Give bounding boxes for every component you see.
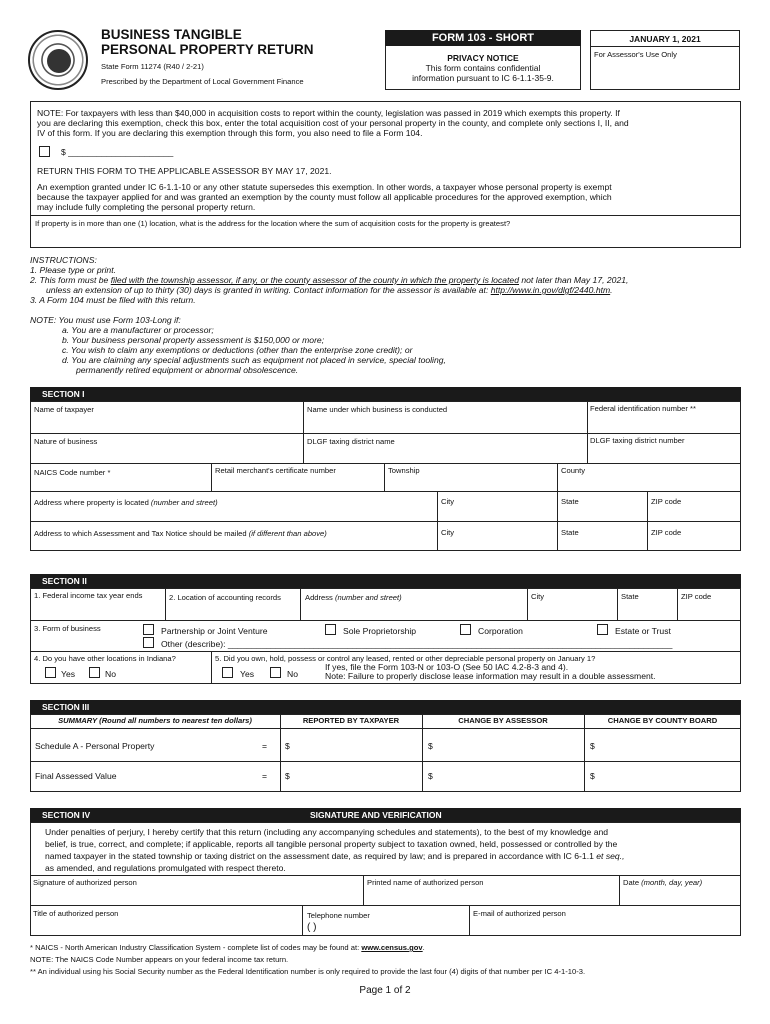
title-field[interactable]: [33, 919, 299, 935]
schedule-a-county-field[interactable]: [599, 737, 737, 755]
county-field[interactable]: [561, 477, 737, 489]
retail-cert-label: Retail merchant's certificate number: [215, 466, 336, 475]
long-form-a: a. You are a manufacturer or processor;: [62, 325, 214, 335]
assessment-date: JANUARY 1, 2021: [629, 34, 701, 44]
schedule-a-taxpayer-dollar: $: [285, 741, 290, 751]
schedule-a-county-dollar: $: [590, 741, 595, 751]
note-line3: IV of this form. If you are declaring this exemption through this form, you also need to file a Form 104.: [37, 128, 423, 138]
email-label: E-mail of authorized person: [473, 909, 566, 918]
final-value-assessor-field[interactable]: [437, 767, 581, 785]
mailing-city-label: City: [441, 528, 455, 537]
records-city-label: City: [531, 592, 545, 601]
exemption-amount[interactable]: $ ______________________: [61, 147, 174, 157]
nature-business-label: Nature of business: [34, 437, 98, 446]
leased-yes-checkbox[interactable]: [222, 667, 233, 678]
long-form-d1: d. You are claiming any special adjustments such as equipment not placed in service, special tooling,: [62, 355, 446, 365]
property-city-field[interactable]: [441, 507, 554, 519]
mailing-address-field[interactable]: [34, 539, 434, 550]
mailing-zip-field[interactable]: [651, 538, 737, 549]
instruction-2b: unless an extension of up to thirty (30) days is granted in writing. Contact information for the assessor is available at: http://www.in.gov/dlgf/2440.htm.: [46, 285, 613, 295]
leased-property-label: 5. Did you own, hold, possess or control any leased, rented or other depreciable personal property on January 1?: [215, 654, 596, 663]
leased-yes-label: Yes: [240, 669, 255, 679]
sole-proprietorship-label: Sole Proprietorship: [343, 626, 417, 636]
final-value-assessor-dollar: $: [428, 771, 433, 781]
dlgf-assessor-link[interactable]: http://www.in.gov/dlgf/2440.htm: [490, 285, 611, 295]
dlgf-number-label: DLGF taxing district number: [590, 436, 685, 445]
title-label: Title of authorized person: [33, 909, 119, 918]
perjury-line4: as amended, and regulations promulgated with respect thereto.: [45, 863, 286, 873]
exemption-checkbox[interactable]: [39, 146, 50, 157]
property-state-field[interactable]: [561, 507, 644, 519]
final-value-taxpayer-dollar: $: [285, 771, 290, 781]
estate-trust-label: Estate or Trust: [615, 626, 671, 636]
other-locations-no-label: No: [105, 669, 116, 679]
long-form-title: NOTE: You must use Form 103-Long if:: [30, 315, 181, 325]
footnote-naics: * NAICS - North American Industry Classification System - complete list of codes may be found at: www.census.gov.: [30, 943, 425, 952]
privacy-title: PRIVACY NOTICE: [447, 53, 519, 63]
leased-note1: If yes, file the Form 103-N or 103-O (See 50 IAC 4.2-8-3 and 4).: [325, 662, 569, 672]
estate-trust-checkbox[interactable]: [597, 624, 608, 635]
records-address-label: Address (number and street): [305, 593, 402, 602]
instruction-3: 3. A Form 104 must be filed with this return.: [30, 295, 196, 305]
phone-label: Telephone number: [307, 911, 370, 920]
perjury-line2: belief, is true, correct, and complete; if applicable, reports all tangible personal property subject to taxation owned, held, possessed or controlled by the: [45, 839, 618, 849]
records-location-field[interactable]: [169, 603, 297, 618]
other-locations-yes-checkbox[interactable]: [45, 667, 56, 678]
final-value-county-dollar: $: [590, 771, 595, 781]
nature-business-field[interactable]: [34, 447, 299, 461]
other-business-checkbox[interactable]: [143, 637, 154, 648]
footnote-naics-note: NOTE: The NAICS Code Number appears on your federal income tax return.: [30, 955, 289, 964]
mailing-zip-label: ZIP code: [651, 528, 682, 537]
property-address-label: Address where property is located (number and street): [34, 498, 218, 507]
state-seal-icon: [28, 30, 88, 90]
other-locations-yes-label: Yes: [61, 669, 76, 679]
state-form-number: State Form 11274 (R40 / 2-21): [101, 62, 204, 71]
perjury-line3: named taxpayer in the stated township or taxing district on the assessment date, as required by law; and is prepared in accordance with IC 6-1.1 et seq.,: [45, 851, 625, 861]
signature-field[interactable]: [33, 888, 360, 904]
privacy-line1: This form contains confidential: [425, 63, 541, 73]
instructions-title: INSTRUCTIONS:: [30, 255, 97, 265]
records-location-label: 2. Location of accounting records: [169, 593, 281, 602]
return-deadline: RETURN THIS FORM TO THE APPLICABLE ASSESSOR BY MAY 17, 2021.: [37, 166, 332, 176]
records-state-label: State: [621, 592, 639, 601]
schedule-a-assessor-dollar: $: [428, 741, 433, 751]
township-label: Township: [388, 466, 420, 475]
form-title-line2: PERSONAL PROPERTY RETURN: [101, 42, 314, 57]
leased-note2: Note: Failure to properly disclose lease information may result in a double assessment.: [325, 671, 656, 681]
partnership-label: Partnership or Joint Venture: [161, 626, 268, 636]
property-city-label: City: [441, 497, 455, 506]
printed-name-field[interactable]: [367, 888, 616, 904]
section3-header: SECTION III: [30, 700, 741, 714]
leased-no-checkbox[interactable]: [270, 667, 281, 678]
section4-header: SECTION IV: [30, 808, 741, 822]
final-value-equals: =: [262, 771, 268, 781]
naics-field[interactable]: [34, 478, 207, 490]
phone-field[interactable]: ( ): [307, 922, 317, 933]
note-line2: you are declaring this exemption, check this box, enter the total acquisition cost of your personal property in the county, and complete only sections I, II, and: [37, 118, 629, 128]
mailing-city-field[interactable]: [441, 538, 554, 549]
assessor-filing-rule: filed with the township assessor, if any, or the county assessor of the county in which the property is located: [110, 275, 519, 285]
change-by-assessor-heading: CHANGE BY ASSESSOR: [458, 716, 548, 725]
exempt-line2: because the taxpayer applied for and was granted an exemption by the county must follow all applicable procedures for the approved exemption, which: [37, 192, 612, 202]
fein-field[interactable]: [590, 416, 738, 431]
instruction-2a: 2. This form must be filed with the township assessor, if any, or the county assessor of the county in which the property is located not later than May 17, 2021,: [30, 275, 629, 285]
signature-heading: SIGNATURE AND VERIFICATION: [310, 810, 442, 820]
sign-date-label: Date (month, day, year): [623, 878, 703, 887]
fein-label: Federal identification number **: [590, 404, 696, 413]
retail-cert-field[interactable]: [215, 477, 380, 489]
schedule-a-equals: =: [262, 741, 268, 751]
property-state-label: State: [561, 497, 579, 506]
page-number: Page 1 of 2: [359, 985, 411, 996]
assessor-use-label: For Assessor's Use Only: [594, 50, 677, 59]
long-form-b: b. Your business personal property assessment is $150,000 or more;: [62, 335, 325, 345]
other-locations-no-checkbox[interactable]: [89, 667, 100, 678]
instruction-1: 1. Please type or print.: [30, 265, 116, 275]
final-value-taxpayer-field[interactable]: [294, 767, 419, 785]
county-label: County: [561, 466, 586, 475]
summary-heading: SUMMARY (Round all numbers to nearest ten dollars): [58, 716, 252, 725]
long-form-d2: permanently retired equipment or abnormal obsolescence.: [76, 365, 299, 375]
records-zip-field[interactable]: [681, 602, 738, 617]
partnership-checkbox[interactable]: [143, 624, 154, 635]
prescribed-by: Prescribed by the Department of Local Government Finance: [101, 77, 304, 86]
perjury-line1: Under penalties of perjury, I hereby certify that this return (including any accompanying schedules and statements), to the best of my knowledge and: [45, 827, 609, 837]
sole-proprietorship-checkbox[interactable]: [325, 624, 336, 635]
section1-header: SECTION I: [30, 387, 741, 401]
assessor-use-field[interactable]: [594, 60, 736, 88]
form-name: FORM 103 - SHORT: [431, 32, 535, 44]
long-form-c: c. You wish to claim any exemptions or deductions (other than the enterprise zone credit); or: [62, 345, 413, 355]
corporation-checkbox[interactable]: [460, 624, 471, 635]
exempt-line1: An exemption granted under IC 6-1.1-10 or any other statute supersedes this exemption. In other words, a taxpayer whose personal property is exempt: [37, 182, 612, 192]
business-name-label: Name under which business is conducted: [307, 405, 448, 414]
form-title-line1: BUSINESS TANGIBLE: [101, 27, 242, 42]
change-by-county-heading: CHANGE BY COUNTY BOARD: [607, 716, 718, 725]
property-zip-label: ZIP code: [651, 497, 682, 506]
property-zip-field[interactable]: [651, 507, 737, 519]
final-value-label: Final Assessed Value: [35, 771, 117, 781]
reported-by-taxpayer-heading: REPORTED BY TAXPAYER: [302, 716, 400, 725]
property-address-field[interactable]: [34, 508, 434, 520]
records-city-field[interactable]: [531, 602, 614, 617]
census-link[interactable]: www.census.gov: [361, 943, 423, 952]
dlgf-name-label: DLGF taxing district name: [307, 437, 395, 446]
note-line1: NOTE: For taxpayers with less than $40,000 in acquisition costs to report within the county, legislation was passed in 2019 which exempts this property. If: [37, 108, 620, 118]
mailing-address-label: Address to which Assessment and Tax Notice should be mailed (if different than above): [34, 529, 327, 538]
taxpayer-name-field[interactable]: [34, 416, 299, 431]
business-name-field[interactable]: [307, 416, 583, 431]
footnote-ssn: ** An individual using his Social Security number as the Federal Identification number is only required to provide the last four (4) digits of that number per IC 4-1-10-3.: [30, 967, 586, 976]
multi-location-field[interactable]: [35, 230, 735, 246]
privacy-line2: information pursuant to IC 6-1.1-35-9.: [412, 73, 554, 83]
schedule-a-assessor-field[interactable]: [437, 737, 581, 755]
mailing-state-label: State: [561, 528, 579, 537]
tax-year-field[interactable]: [34, 602, 162, 618]
final-value-county-field[interactable]: [599, 767, 737, 785]
exempt-line3: may include fully completing the personal property return.: [37, 202, 256, 212]
corporation-label: Corporation: [478, 626, 523, 636]
business-form-label: 3. Form of business: [34, 624, 101, 633]
leased-no-label: No: [287, 669, 298, 679]
records-zip-label: ZIP code: [681, 592, 712, 601]
other-business-row: Other (describe): _____________________________________________________________________________________________: [161, 639, 673, 649]
other-locations-label: 4. Do you have other locations in Indiana?: [34, 654, 176, 663]
schedule-a-label: Schedule A - Personal Property: [35, 741, 155, 751]
dlgf-name-field[interactable]: [307, 447, 583, 461]
tax-year-label: 1. Federal income tax year ends: [34, 591, 143, 600]
township-field[interactable]: [388, 477, 553, 489]
printed-name-label: Printed name of authorized person: [367, 878, 484, 887]
records-address-field[interactable]: [305, 603, 524, 618]
taxpayer-name-label: Name of taxpayer: [34, 405, 94, 414]
signature-label: Signature of authorized person: [33, 878, 137, 887]
email-field[interactable]: [473, 919, 738, 935]
section2-header: SECTION II: [30, 574, 741, 588]
schedule-a-taxpayer-field[interactable]: [294, 737, 419, 755]
records-state-field[interactable]: [621, 602, 674, 617]
mailing-state-field[interactable]: [561, 538, 644, 549]
sign-date-field[interactable]: [623, 888, 738, 904]
other-business-field[interactable]: _____________________________________________________________________________________________: [227, 639, 673, 649]
naics-label: NAICS Code number *: [34, 468, 111, 477]
dlgf-number-field[interactable]: [590, 447, 738, 461]
multi-location-label: If property is in more than one (1) location, what is the address for the location where the sum of acquisition costs for the property is greatest?: [35, 219, 511, 228]
